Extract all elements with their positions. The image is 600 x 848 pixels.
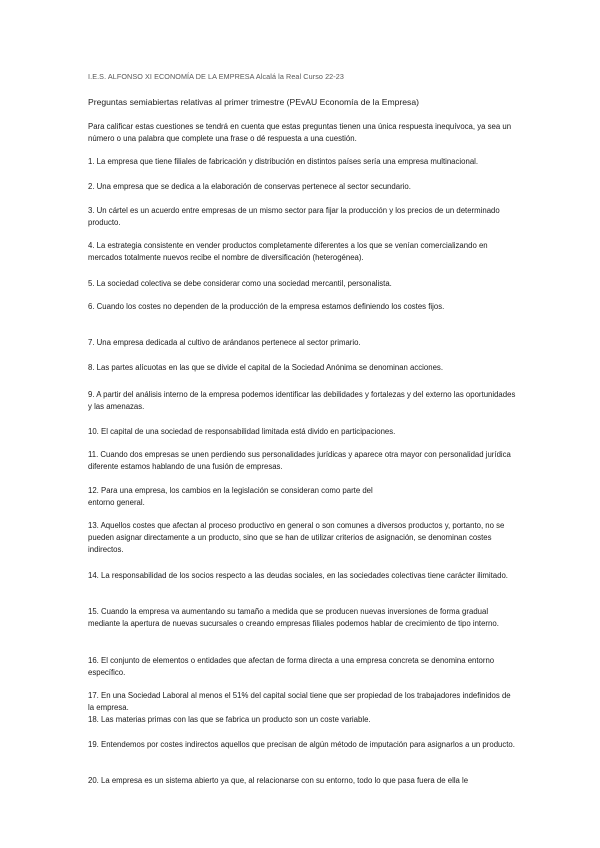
question-4: 4. La estrategia consistente en vender productos completamente diferentes a los que se venían comercializando en mercados totalmente nuevos recibe el nombre de diversificación (heterogénea). xyxy=(88,241,488,262)
document-title: Preguntas semiabiertas relativas al primer trimestre (PEvAU Economía de la Empresa) xyxy=(88,97,419,107)
question-3: 3. Un cártel es un acuerdo entre empresas de un mismo sector para fijar la producción y los precios de un determinado producto. xyxy=(88,206,500,227)
question-20: 20. La empresa es un sistema abierto ya que, al relacionarse con su entorno, todo lo que pasa fuera de ella le xyxy=(88,776,469,785)
question-7: 7. Una empresa dedicada al cultivo de arándanos pertenece al sector primario. xyxy=(88,338,361,347)
question-8: 8. Las partes alícuotas en las que se divide el capital de la Sociedad Anónima se denominan acciones. xyxy=(88,363,443,372)
question-19: 19. Entendemos por costes indirectos aquellos que precisan de algún método de imputación para asignarlos a un producto. xyxy=(88,740,515,749)
question-14: 14. La responsabilidad de los socios respecto a las deudas sociales, en las sociedades colectivas tiene carácter ilimitado. xyxy=(88,571,508,580)
intro-paragraph: Para calificar estas cuestiones se tendrá en cuenta que estas preguntas tienen una única respuesta inequívoca, ya sea un número o una palabra que complete una frase o dé respuesta a una cuestión. xyxy=(88,122,512,143)
question-15: 15. Cuando la empresa va aumentando su tamaño a medida que se producen nuevas inversiones de forma gradual mediante la apertura de nuevas sucursales o creando empresas filiales podemos hablar de crecimiento de tipo interno. xyxy=(88,607,499,628)
question-16: 16. El conjunto de elementos o entidades que afectan de forma directa a una empresa concreta se denomina entorno específico. xyxy=(88,656,495,677)
question-1: 1. La empresa que tiene filiales de fabricación y distribución en distintos países sería una empresa multinacional. xyxy=(88,157,479,166)
question-9: 9. A partir del análisis interno de la empresa podemos identificar las debilidades y fortalezas y del externo las oportunidades y las amenazas. xyxy=(88,390,516,411)
question-17: 17. En una Sociedad Laboral al menos el 51% del capital social tiene que ser propiedad de los trabajadores indefinidos de la empresa. xyxy=(88,691,511,712)
question-13: 13. Aquellos costes que afectan al proceso productivo en general o son comunes a diversos productos y, portanto, no se pueden asignar directamente a un producto, sino que se han de utilizar criterios de asignación, se denominan costes indirectos. xyxy=(88,521,505,554)
question-5: 5. La sociedad colectiva se debe considerar como una sociedad mercantil, personalista. xyxy=(88,279,392,288)
question-11: 11. Cuando dos empresas se unen perdiendo sus personalidades jurídicas y aparece otra mayor con personalidad jurídica diferente estamos hablando de una fusión de empresas. xyxy=(88,450,511,471)
question-6: 6. Cuando los costes no dependen de la producción de la empresa estamos definiendo los costes fijos. xyxy=(88,302,445,311)
question-18: 18. Las materias primas con las que se fabrica un producto son un coste variable. xyxy=(88,715,371,724)
question-10: 10. El capital de una sociedad de responsabilidad limitada está divido en participaciones. xyxy=(88,427,396,436)
question-12: 12. Para una empresa, los cambios en la legislación se consideran como parte del entorno general. xyxy=(88,486,373,507)
question-2: 2. Una empresa que se dedica a la elaboración de conservas pertenece al sector secundario. xyxy=(88,182,411,191)
page-header: I.E.S. ALFONSO XI ECONOMÍA DE LA EMPRESA Alcalá la Real Curso 22-23 xyxy=(88,72,344,81)
